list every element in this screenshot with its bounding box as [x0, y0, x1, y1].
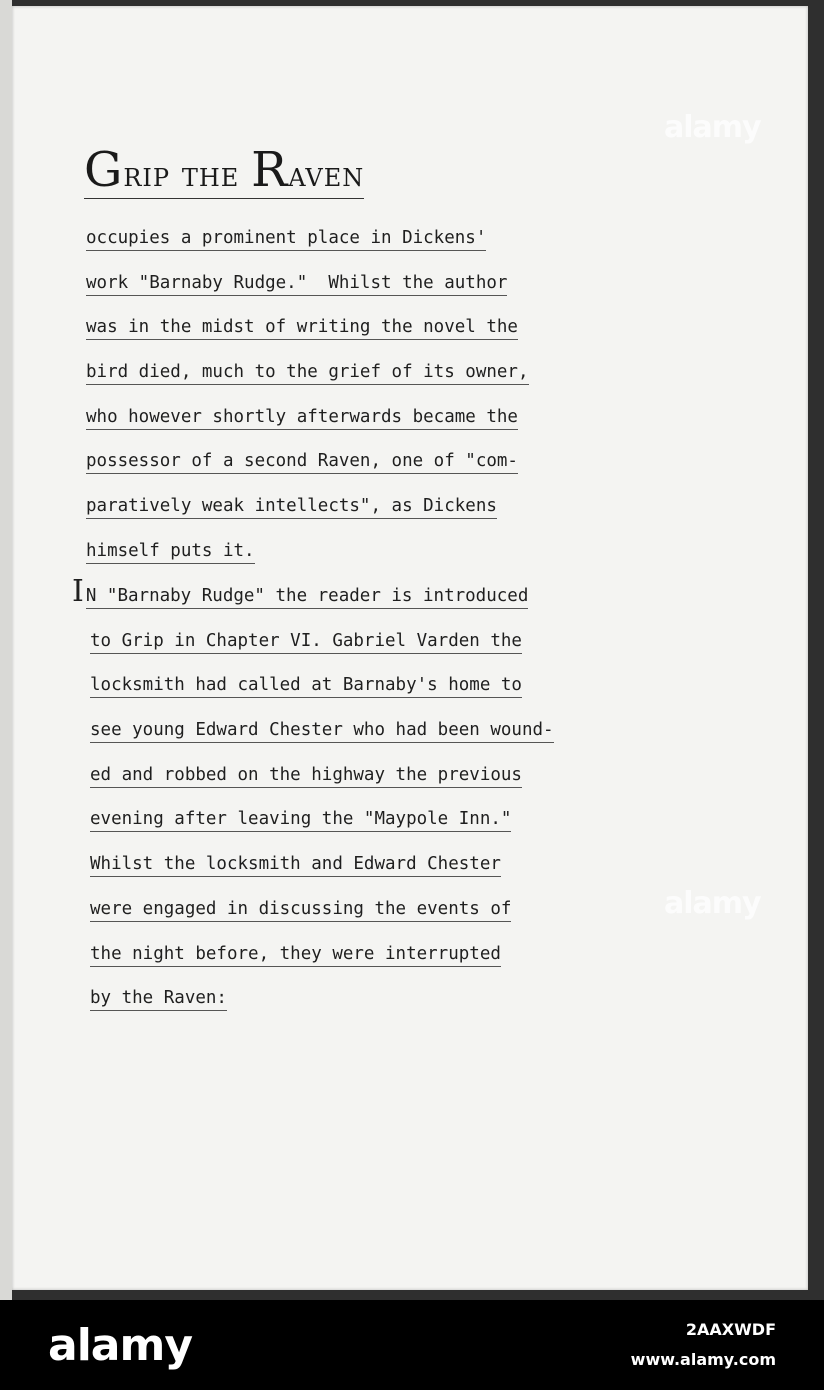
line-text: work "Barnaby Rudge." Whilst the author	[86, 273, 507, 296]
text-line	[90, 761, 554, 806]
text-line	[90, 984, 554, 1029]
line-text: the night before, they were interrupted	[90, 944, 501, 967]
document-page	[12, 6, 808, 1290]
line-text: was in the midst of writing the novel the	[86, 317, 518, 340]
text-line	[86, 313, 529, 358]
line-text: see young Edward Chester who had been wound-	[90, 720, 554, 743]
watermark: alamy	[664, 110, 761, 145]
text-line	[86, 269, 529, 314]
title-rest: the	[181, 155, 240, 195]
site-url: www.alamy.com	[630, 1350, 776, 1369]
text-line	[90, 895, 554, 940]
line-text: Whilst the locksmith and Edward Chester	[90, 854, 501, 877]
text-line	[72, 574, 554, 627]
stock-footer	[0, 1300, 824, 1390]
line-text: N "Barnaby Rudge" the reader is introduced	[86, 586, 529, 609]
line-text: were engaged in discussing the events of	[90, 899, 511, 922]
paragraph-intro	[86, 224, 529, 582]
text-line	[90, 627, 554, 672]
text-line	[90, 850, 554, 895]
line-text: locksmith had called at Barnaby's home to	[90, 675, 522, 698]
title-word-grip	[84, 142, 171, 198]
text-line	[86, 537, 529, 582]
text-line	[86, 224, 529, 269]
alamy-logo: alamy	[48, 1320, 192, 1371]
text-line	[90, 805, 554, 850]
line-text: bird died, much to the grief of its owner,	[86, 362, 529, 385]
line-text: occupies a prominent place in Dickens'	[86, 228, 486, 251]
text-line	[90, 940, 554, 985]
line-text: ed and robbed on the highway the previous	[90, 765, 522, 788]
line-text: by the Raven:	[90, 988, 227, 1011]
title-word-raven	[251, 142, 365, 198]
text-line	[86, 492, 529, 537]
text-line	[90, 671, 554, 716]
page-title	[84, 142, 365, 199]
title-word-the	[182, 155, 239, 195]
title-rest: rip	[123, 155, 171, 195]
text-line	[90, 716, 554, 761]
text-line	[86, 358, 529, 403]
image-id: 2AAXWDF	[685, 1320, 776, 1339]
title-cap: R	[251, 142, 289, 198]
line-text: who however shortly afterwards became the	[86, 407, 518, 430]
line-text: paratively weak intellects", as Dickens	[86, 496, 497, 519]
text-line	[86, 447, 529, 492]
line-text: evening after leaving the "Maypole Inn."	[90, 809, 511, 832]
watermark: alamy	[664, 886, 761, 921]
line-text: himself puts it.	[86, 541, 255, 564]
title-cap: G	[84, 142, 124, 198]
text-line	[86, 403, 529, 448]
line-text: to Grip in Chapter VI. Gabriel Varden the	[90, 631, 522, 654]
scan-edge	[0, 0, 12, 1300]
paragraph-chapter	[72, 574, 554, 1029]
title-rest: aven	[288, 155, 365, 195]
line-text: possessor of a second Raven, one of "com-	[86, 451, 518, 474]
drop-cap: I	[72, 574, 84, 609]
